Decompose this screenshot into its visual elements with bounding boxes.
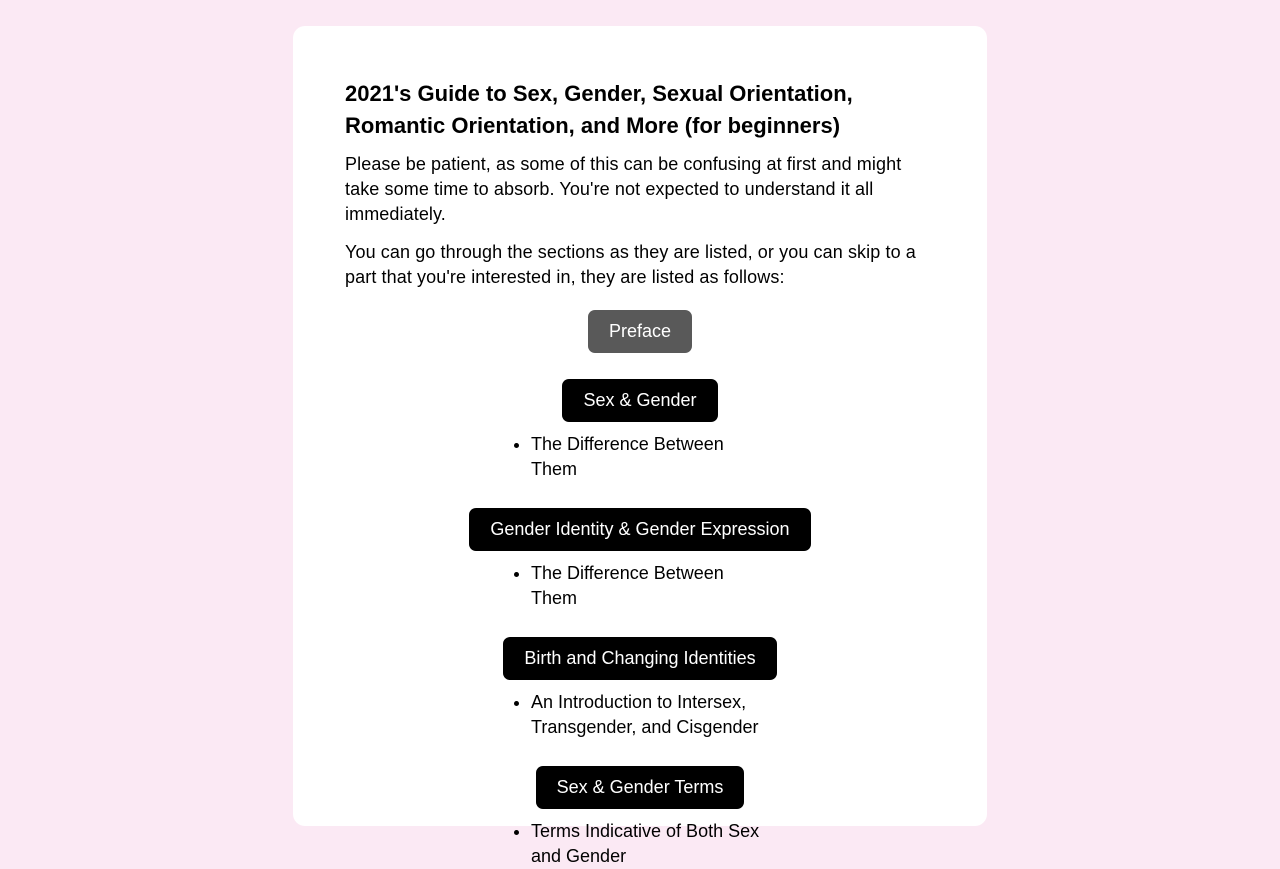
subsection-list: [509, 561, 771, 611]
subsection-list: [509, 432, 771, 482]
list-item[interactable]: • An Introduction to Intersex, Transgender, and Cisgender: [531, 690, 771, 740]
table-of-contents: [345, 310, 935, 869]
sex-gender-terms-button[interactable]: Sex & Gender Terms: [536, 766, 745, 809]
subsection-list: [509, 690, 771, 740]
toc-section-identity-expression: [469, 508, 810, 611]
toc-section-preface: [588, 310, 692, 353]
birth-changing-identities-button[interactable]: Birth and Changing Identities: [503, 637, 776, 680]
list-item[interactable]: • Terms Indicative of Both Sex and Gender: [531, 819, 771, 869]
gender-identity-expression-button[interactable]: Gender Identity & Gender Expression: [469, 508, 810, 551]
toc-section-birth-changing: [503, 637, 776, 740]
intro-paragraph: You can go through the sections as they are listed, or you can skip to a part that you're interested in, they are listed as follows:: [345, 242, 916, 287]
list-item[interactable]: • The Difference Between Them: [531, 561, 771, 611]
preface-button[interactable]: Preface: [588, 310, 692, 353]
content-card: [293, 26, 987, 866]
sex-gender-button[interactable]: Sex & Gender: [562, 379, 717, 422]
list-item[interactable]: • The Difference Between Them: [531, 432, 771, 482]
subsection-list: [509, 819, 771, 869]
toc-section-sex-gender: [509, 379, 771, 482]
toc-section-terms: [509, 766, 771, 869]
page-title: 2021's Guide to Sex, Gender, Sexual Orientation, Romantic Orientation, and More (for beginners): [345, 81, 853, 138]
intro-paragraph: Please be patient, as some of this can be confusing at first and might take some time to absorb. You're not expected to understand it all immediately.: [345, 154, 902, 224]
